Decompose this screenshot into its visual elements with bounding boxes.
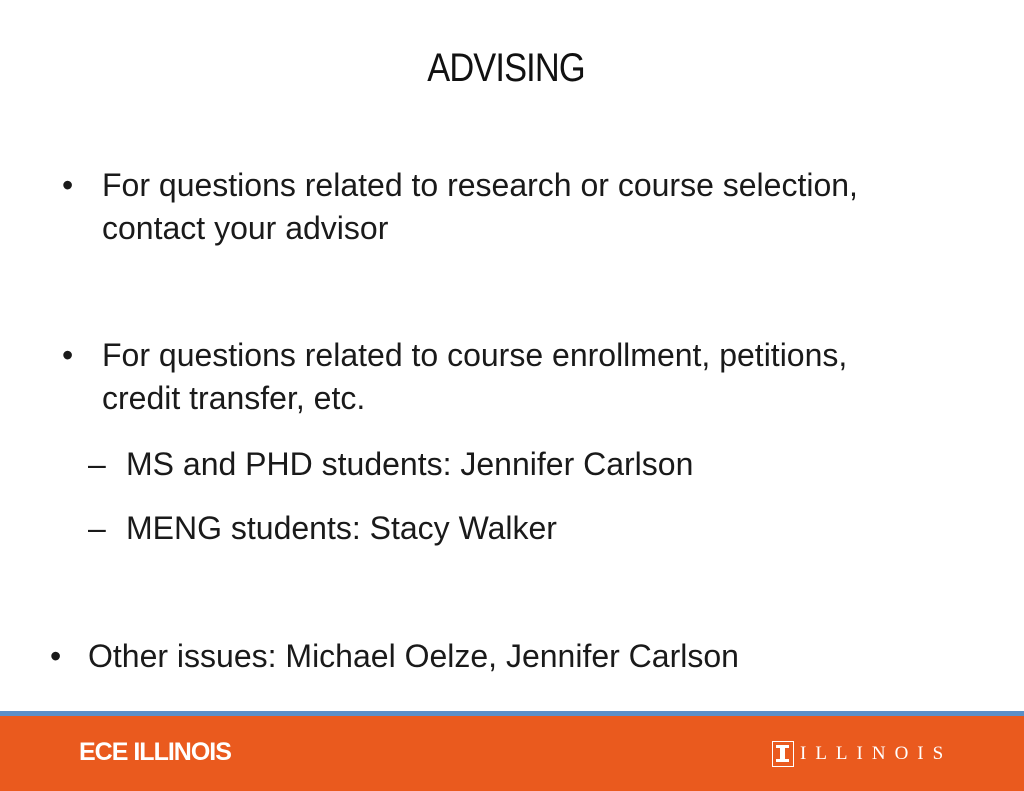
bullet-marker: •: [50, 638, 62, 674]
illinois-wordmark-text: ILLINOIS: [800, 743, 953, 764]
bullet-marker: •: [62, 337, 74, 373]
bullet-text-line-2: contact your advisor: [102, 210, 389, 246]
dash-marker: –: [88, 510, 106, 546]
footer-band: [0, 716, 1024, 791]
bullet-text-line-1: For questions related to research or course selection,: [102, 167, 858, 203]
bullet-text-line-1: For questions related to course enrollment, petitions,: [102, 337, 848, 373]
dash-marker: –: [88, 446, 106, 482]
bullet-text-line-2: credit transfer, etc.: [102, 380, 366, 416]
block-i-icon: [772, 741, 794, 767]
ece-illinois-logo: ECE ILLINOIS: [79, 738, 231, 766]
subitem-text: MS and PHD students: Jennifer Carlson: [126, 446, 694, 482]
subitem-text: MENG students: Stacy Walker: [126, 510, 557, 546]
slide-title: ADVISING: [427, 46, 585, 90]
bullet-marker: •: [62, 167, 74, 203]
illinois-wordmark: [772, 739, 952, 769]
bullet-text-line-1: Other issues: Michael Oelze, Jennifer Carlson: [88, 638, 739, 674]
